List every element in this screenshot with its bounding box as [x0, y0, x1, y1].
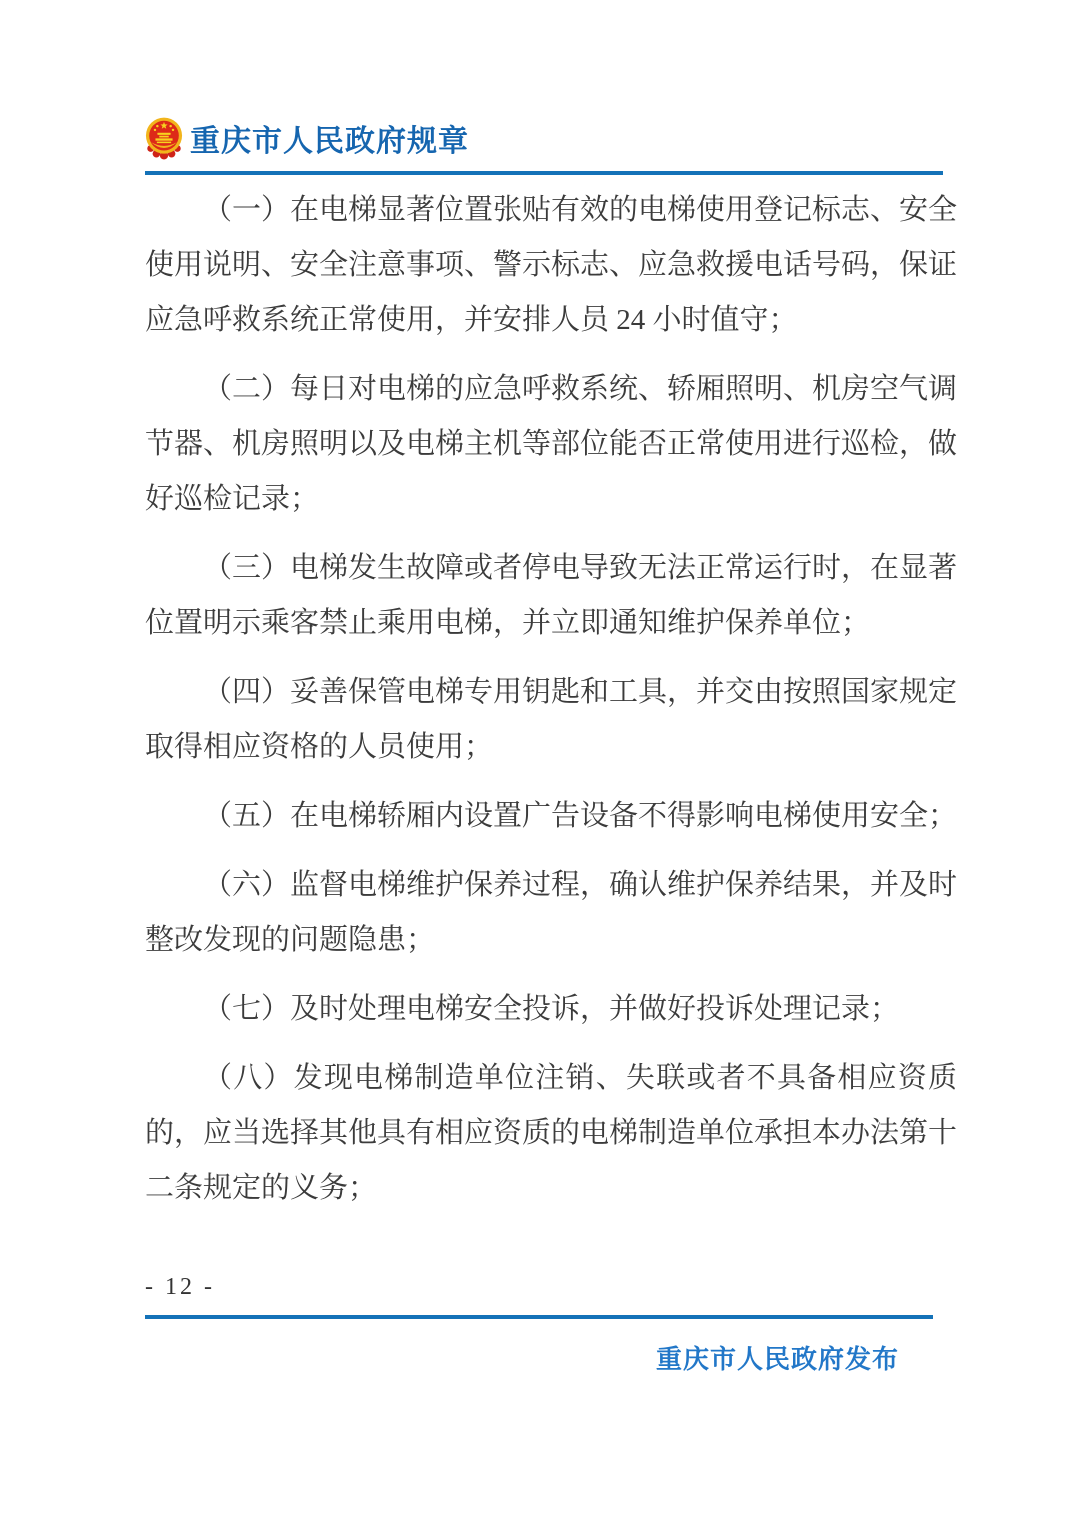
- footer-divider: [145, 1315, 933, 1319]
- body-paragraph-6: （六）监督电梯维护保养过程，确认维护保养结果，并及时整改发现的问题隐患；: [145, 869, 958, 956]
- body-paragraph-1: （一）在电梯显著位置张贴有效的电梯使用登记标志、安全使用说明、安全注意事项、警示标志、应急救援电话号码，保证应急呼救系统正常使用，并安排人员 24 小时值守；: [145, 194, 958, 336]
- body-paragraph-3: （三）电梯发生故障或者停电导致无法正常运行时，在显著位置明示乘客禁止乘用电梯，并立即通知维护保养单位；: [145, 552, 958, 639]
- body-paragraph-8: （八）发现电梯制造单位注销、失联或者不具备相应资质的，应当选择其他具有相应资质的电梯制造单位承担本办法第十二条规定的义务；: [145, 1062, 958, 1204]
- page-number: - 12 -: [145, 1274, 215, 1300]
- body-paragraph-5: （五）在电梯轿厢内设置广告设备不得影响电梯使用安全；: [203, 800, 958, 832]
- page-content: [145, 0, 957, 1377]
- publisher-label: 重庆市人民政府发布: [655, 1345, 899, 1374]
- body-paragraph-2: （二）每日对电梯的应急呼救系统、轿厢照明、机房空气调节器、机房照明以及电梯主机等部位能否正常使用进行巡检，做好巡检记录；: [145, 373, 958, 515]
- document-category-title: 重庆市人民政府规章: [190, 125, 469, 158]
- document-header: [145, 114, 957, 162]
- document-body: [145, 175, 957, 1216]
- body-paragraph-7: （七）及时处理电梯安全投诉，并做好投诉处理记录；: [203, 993, 900, 1025]
- national-emblem-icon: [145, 115, 183, 161]
- body-paragraph-4: （四）妥善保管电梯专用钥匙和工具，并交由按照国家规定取得相应资格的人员使用；: [145, 676, 958, 763]
